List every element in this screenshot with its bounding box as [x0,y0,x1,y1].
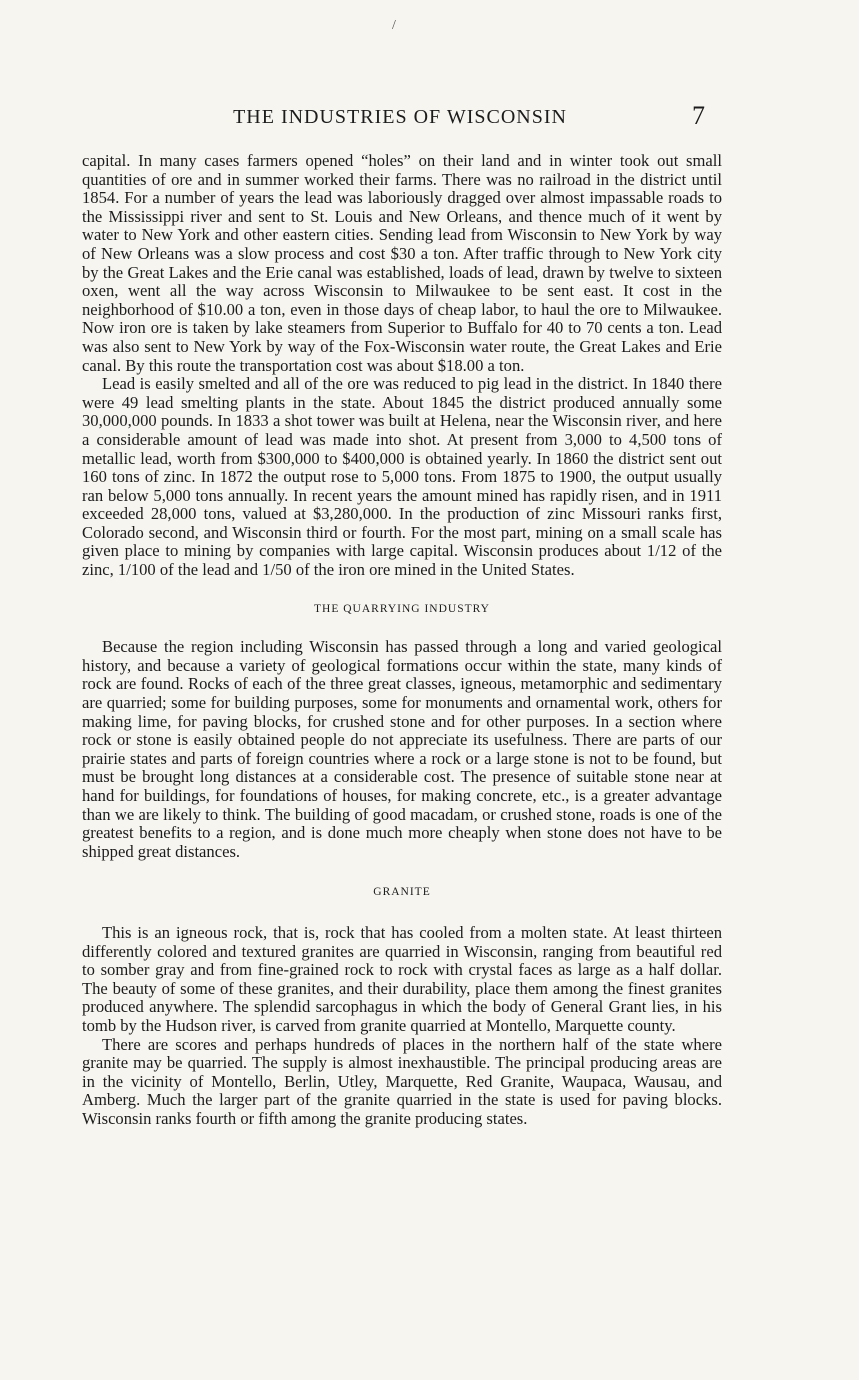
paragraph-lead-smelting: Lead is easily smelted and all of the ore was reduced to pig lead in the district. In 1840 there were 49 lead smelting plants in the state. About 1845 the district produced annually some 30,000,000 pounds. In 1833 a shot tower was built at Helena, near the Wisconsin river, and here a considerable amount of lead was made into shot. At present from 3,000 to 4,500 tons of metallic lead, worth from $300,000 to $400,000 is obtained yearly. In 1860 the district sent out 160 tons of zinc. In 1872 the output rose to 5,000 tons. From 1875 to 1900, the output usually ran below 5,000 tons annually. In recent years the amount mined has rapidly risen, and in 1911 exceeded 28,000 tons, valued at $3,280,000. In the production of zinc Missouri ranks first, Colorado second, and Wisconsin third or fourth. For the most part, mining on a small scale has given place to mining by companies with large capital. Wisconsin produces about 1/12 of the zinc, 1/100 of the lead and 1/50 of the iron ore mined in the United States. [82,374,722,580]
page-body [82,152,722,1129]
paragraph-granite-places: There are scores and perhaps hundreds of places in the northern half of the state where granite may be quarried. The supply is almost inexhaustible. The principal producing areas are in the vicinity of Montello, Berlin, Utley, Marquette, Red Granite, Waupaca, Wausau, and Amberg. Much the larger part of the granite quarried in the state is used for paving blocks. Wisconsin ranks fourth or fifth among the granite producing states. [82,1034,722,1128]
section-title-quarrying: THE QUARRYING INDUSTRY [314,602,490,615]
page-number: 7 [692,101,705,130]
stray-mark: / [392,18,396,33]
paragraph-capital: capital. In many cases farmers opened “holes” on their land and in winter took out small quantities of ore and in summer worked their farms. There was no railroad in the district until 1854. For a number of years the lead was laboriously dragged over almost impassable roads to the Mississippi river and sent to St. Louis and New Orleans, and thence much of it went by water to New York and other eastern cities. Sending lead from Wisconsin to New York by way of New Orleans was a slow process and cost $30 a ton. After traffic through to New York city by the Great Lakes and the Erie canal was established, loads of lead, drawn by twelve to sixteen oxen, went all the way across Wisconsin to Milwaukee to be sent east. It cost in the neighborhood of $10.00 a ton, even in those days of cheap labor, to haul the ore to Milwaukee. Now iron ore is taken by lake steamers from Superior to Buffalo for 40 to 70 cents a ton. Lead was also sent to New York by way of the Fox-Wisconsin water route, the Great Lakes and Erie canal. By this route the transportation cost was about $18.00 a ton. [82,151,722,375]
paragraph-quarrying: Because the region including Wisconsin has passed through a long and varied geological history, and because a variety of geological formations occur within the state, many kinds of rock are found. Rocks of each of the three great classes, igneous, metamorphic and sedimentary are quarried; some for building purposes, some for monuments and ornamental work, others for making lime, for paving blocks, for crushed stone and for other purposes. In a section where rock or stone is easily obtained people do not appreciate its usefulness. There are parts of our prairie states and parts of foreign countries where a rock or a large stone is not to be found, but must be brought long distances at a considerable cost. The presence of suitable stone near at hand for buildings, for foundations of houses, for making concrete, etc., is a greater advantage than we are likely to think. The building of good macadam, or crushed stone, roads is one of the greatest benefits to a region, and is done much more cheaply when stone does not have to be shipped great distances. [82,637,722,861]
paragraph-granite-intro: This is an igneous rock, that is, rock that has cooled from a molten state. At least thirteen differently colored and textured granites are quarried in Wisconsin, ranging from beautiful red to somber gray and from fine-grained rock to rock with crystal faces as large as a half dollar. The beauty of some of these granites, and their durability, place them among the finest granites produced anywhere. The splendid sarcophagus in which the body of General Grant lies, in his tomb by the Hudson river, is carved from granite quarried at Montello, Marquette county. [82,922,722,1035]
section-title-granite: GRANITE [373,886,431,899]
running-header: THE INDUSTRIES OF WISCONSIN [233,106,567,128]
